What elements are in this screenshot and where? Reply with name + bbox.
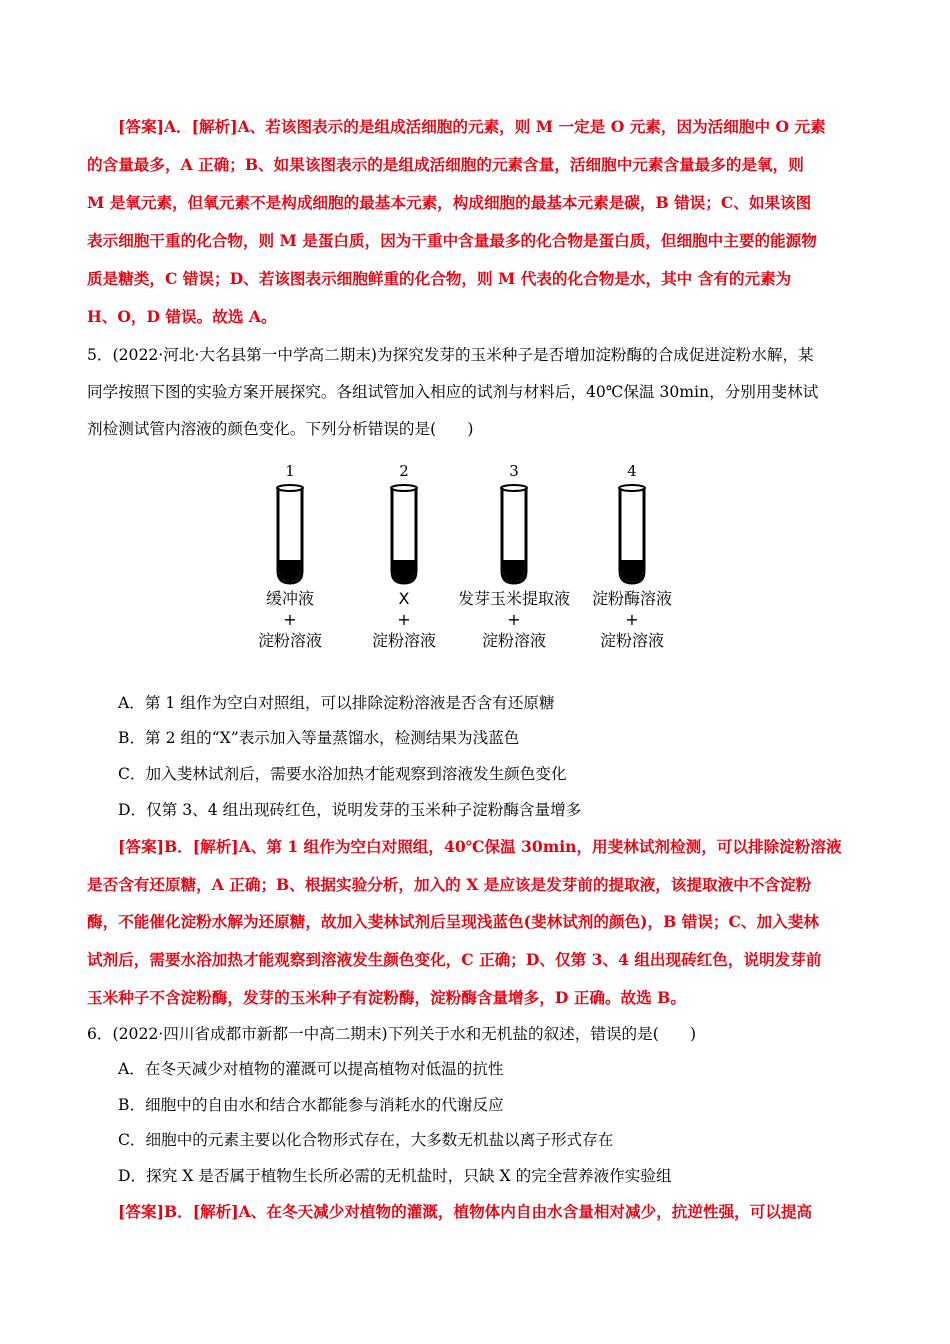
answer-4-line: 表示细胞干重的化合物，则 M 是蛋白质，因为干重中含量最多的化合物是蛋白质，但细胞中主要的能源物 — [87, 231, 817, 250]
tube-substrate: 淀粉溶液 — [257, 631, 322, 650]
question-5-line: 5．(2022·河北·大名县第一中学高二期末)为探究发芽的玉米种子是否增加淀粉酶的合成促进淀粉水解，某 — [87, 346, 814, 364]
tube-reagent: 发芽玉米提取液 — [457, 589, 570, 608]
option-c: C．细胞中的元素主要以化合物形式存在，大多数无机盐以离子形式存在 — [118, 1131, 614, 1149]
tube-number: 3 — [509, 462, 519, 480]
tube-number: 1 — [285, 462, 295, 480]
test-tube-figure — [250, 458, 690, 658]
tube-number: 2 — [399, 462, 409, 480]
question-5-line: 同学按照下图的实验方案开展探究。各组试管加入相应的试剂与材料后，40℃保温 30min，分别用斐林试 — [87, 383, 819, 401]
test-tube-1 — [277, 485, 303, 583]
answer-6-line: [答案]B．[解析]A、在冬天减少对植物的灌溉，植物体内自由水含量相对减少，抗逆性强，可以提高 — [118, 1202, 813, 1221]
tube-substrate: 淀粉溶液 — [481, 631, 546, 650]
option-b: B．细胞中的自由水和结合水都能参与消耗水的代谢反应 — [118, 1096, 504, 1114]
answer-4-line: H、O，D 错误。故选 A。 — [87, 307, 277, 326]
answer-4-line: M 是氧元素，但氧元素不是构成细胞的最基本元素，构成细胞的最基本元素是碳，B 错误；C、如果该图 — [87, 193, 812, 212]
option-d: D．探究 X 是否属于植物生长所必需的无机盐时，只缺 X 的完全营养液作实验组 — [118, 1167, 672, 1185]
tube-4-label — [562, 588, 702, 651]
option-d: D．仅第 3、4 组出现砖红色，说明发芽的玉米种子淀粉酶含量增多 — [118, 801, 582, 819]
option-a: A．第 1 组作为空白对照组，可以排除淀粉溶液是否含有还原糖 — [118, 694, 555, 712]
tube-reagent: X — [398, 589, 410, 608]
answer-5-line: 玉米种子不含淀粉酶，发芽的玉米种子有淀粉酶，淀粉酶含量增多，D 正确。故选 B。 — [87, 988, 686, 1007]
answer-4-line: 的含量最多，A 正确；B、如果该图表示的是组成活细胞的元素含量，活细胞中元素含量最多的是氧，则 — [87, 155, 804, 174]
test-tube-3 — [501, 485, 527, 583]
answer-4-line: 质是糖类，C 错误；D、若该图表示细胞鲜重的化合物，则 M 代表的化合物是水，其中 含有的元素为 — [87, 269, 792, 288]
tube-number: 4 — [627, 462, 637, 480]
test-tube-2 — [391, 485, 417, 583]
test-tube-4 — [619, 485, 645, 583]
plus-sign: + — [625, 610, 639, 629]
option-a: A．在冬天减少对植物的灌溉可以提高植物对低温的抗性 — [118, 1060, 504, 1078]
question-5-line: 剂检测试管内溶液的颜色变化。下列分析错误的是( ) — [87, 420, 474, 438]
option-c: C．加入斐林试剂后，需要水浴加热才能观察到溶液发生颜色变化 — [118, 765, 567, 783]
tube-reagent: 缓冲液 — [265, 589, 314, 608]
tube-substrate: 淀粉溶液 — [371, 631, 436, 650]
answer-5-line: 是否含有还原糖，A 正确；B、根据实验分析，加入的 X 是应该是发芽前的提取液，该提取液中不含淀粉 — [87, 875, 812, 894]
plus-sign: + — [507, 610, 521, 629]
tube-substrate: 淀粉溶液 — [599, 631, 664, 650]
answer-5-line: 试剂后，需要水浴加热才能观察到溶液发生颜色变化，C 正确；D、仅第 3、4 组出现砖红色，说明发芽前 — [87, 950, 822, 969]
question-6-stem: 6．(2022·四川省成都市新都一中高二期末)下列关于水和无机盐的叙述，错误的是( ) — [87, 1025, 697, 1043]
plus-sign: + — [283, 610, 297, 629]
answer-4-line: [答案]A．[解析]A、若该图表示的是组成活细胞的元素，则 M 一定是 O 元素，因为活细胞中 O 元素 — [118, 117, 826, 136]
plus-sign: + — [397, 610, 411, 629]
option-b: B．第 2 组的“X”表示加入等量蒸馏水，检测结果为浅蓝色 — [118, 729, 520, 747]
answer-5-line: [答案]B．[解析]A、第 1 组作为空白对照组，40℃保温 30min，用斐林试剂检测，可以排除淀粉溶液 — [118, 837, 842, 856]
answer-5-line: 酶，不能催化淀粉水解为还原糖，故加入斐林试剂后呈现浅蓝色(斐林试剂的颜色)，B 错误；C、加入斐林 — [87, 912, 819, 931]
tube-reagent: 淀粉酶溶液 — [591, 589, 672, 608]
